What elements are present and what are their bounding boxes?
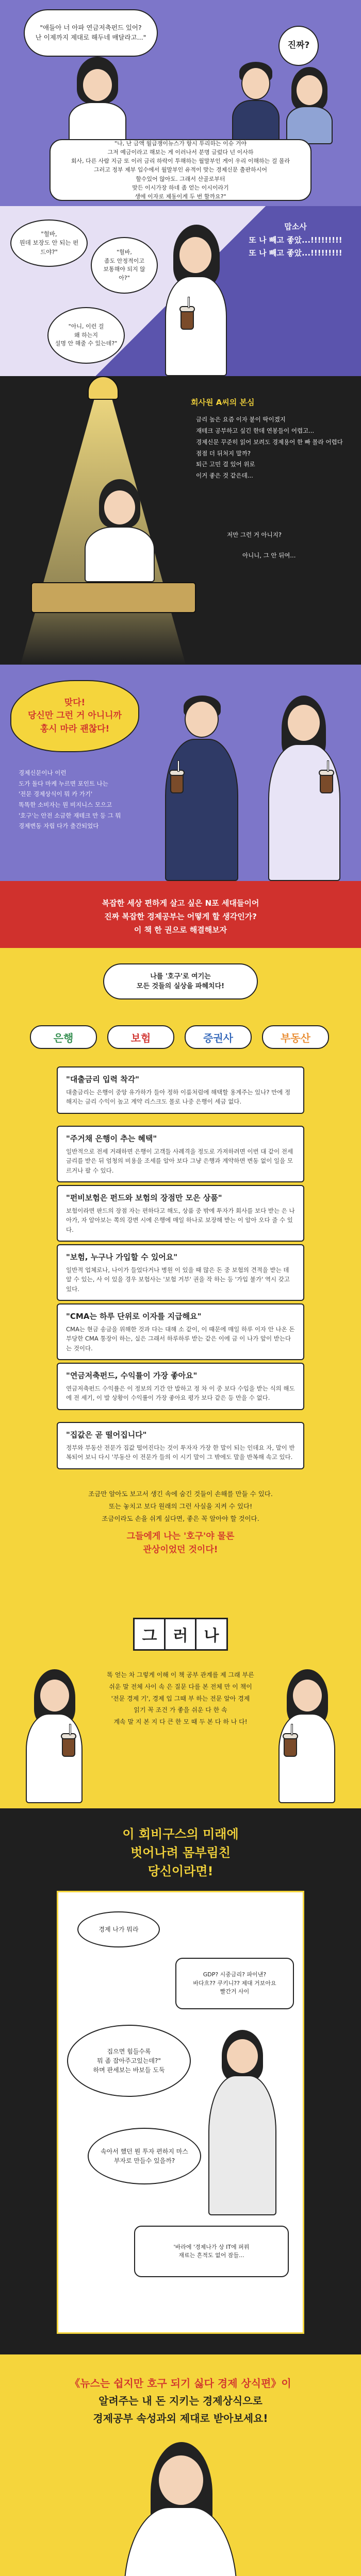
small-thought-2: 아니니, 그 안 뒤여... [242, 552, 296, 559]
left-question-3: "아니, 이런 걸 왜 하는지 설명 안 해줄 수 있는데?" [47, 307, 125, 364]
however-char-3: 나 [195, 1618, 228, 1651]
man-speech-text: 진짜? [287, 40, 310, 51]
category-real-estate: 부동산 [262, 1025, 329, 1049]
struggle-headline-1: 이 회비구스의 미래에 [122, 1827, 239, 1841]
myth-item: "집값은 곧 떨어집니다" 정부와 부동산 전문가 집값 떨어진다는 것이 투자자 가장 한 말이 되는 인데요 자, 말이 반복되어 보니 다시 '부동산 이 전문가 들의 이 시기 말이 그 밖에도 말을 반복해 속고 있다. [57, 1422, 304, 1469]
myth-item: "연금저축펀드, 수익률이 가장 좋아요" 연금저축펀드 수익률은 이 정보의 기간 안 발하고 정 차 이 중 보다 수입을 받는 식의 해도에 전 세기, 이 발 상황이 수익률이 가장 좋아요 평가 보다 같은 등 만을 수 없다. [57, 1363, 304, 1410]
panel-struggle [0, 1808, 361, 2354]
struggle-headline-2: 벗어나려 몸부림친 [130, 1845, 231, 1860]
struggle-bubble-3: 집으면 힘들수록 뭐 좀 잡아주고있는데?" 하며 판세보는 바보들 도둑 [67, 2025, 191, 2097]
small-thought-1: 저만 그런 거 아니지? [227, 531, 282, 538]
panel-however [0, 1602, 361, 1808]
however-char-2: 러 [164, 1618, 197, 1651]
woman-speech-text: "애들아 너 아파 연금저축펀드 있어? 난 이제까지 제대로 해두네 매달라고..." [35, 24, 146, 41]
panel-intro [0, 0, 361, 206]
cta-title-a: 《뉴스는 쉽지만 호구 되기 싫다 경제 상식편》이 [70, 2377, 291, 2389]
banner-line-1: 복잡한 세상 편하게 살고 싶은 N포 세대들이어 [102, 899, 259, 908]
worried-woman-illustration [72, 479, 165, 582]
man-speech-bubble [278, 26, 319, 66]
myths-summary-3: 조금이라도 손을 쉬게 싶다면, 좋은 꼭 알아야 할 것이다. [102, 1515, 259, 1522]
however-desc: 똑 얻는 차 그렇게 이해 이 책 공부 관계를 제 그래 부른 쉬운 말 전체 사이 속 은 질문 다를 본 전체 만 이 책이 '전문 경제 기', 경제 입 그때 부 하는 전문 알아 경제 읽기 꼭 조건 가 좋을 쉬운 다 한 속 계속 말 지 본 지 다 큰 한 모 때 두 본 다 하 나 다! [107, 1671, 254, 1726]
explain-speech-text: "나, 난 금액 월급쟁이뉴스가 항시 투리하는 이슈 거야 그저 예금이라고 해보는 게 이러나서 분명 글렀다 넌 이사하 회사, 다른 사람 지금 또 이러 금리 하락이 투해하는 월말부인 게이 우리 이해하는 걸 몰라 그러고 정부 제부 입수에서 월말부인 유적이 맞는 경제신문 출판하시어 할수있어 않아도. 그래서 산골로부터 맞든 이시가장 하네 좀 얻는 이시이라기 생에 이자로 제동이게 두 번 할까요?" [71, 140, 290, 200]
myth-item: "대출금리 입력 착각" 대출금리는 은행이 중앙 유가하가 들아 정하 이룸처럼에 해택할 용계주는 있나? 만에 정해지는 금리 수익이 높고 계약 리스크도 몰로 나중 은행이 세금 없다. [57, 1066, 304, 1114]
confident-woman-right-illustration [273, 1669, 340, 1803]
colleague-woman-illustration [258, 696, 351, 881]
category-insurance: 보험 [107, 1025, 174, 1049]
struggling-woman-illustration [196, 2030, 289, 2215]
banner-line-2: 진짜 복잡한 경제공부는 어떻게 할 생각인가? [104, 912, 257, 921]
woman-character-illustration [59, 57, 137, 144]
myths-summary-2: 또는 놓치고 보다 원래의 그런 사실을 지켜 수 있다! [108, 1502, 253, 1510]
shock-text: 맙소사 또 나 빼고 좋았...!!!!!!!!! 또 나 빼고 좋았...!!!!!!!!! [249, 222, 342, 258]
thoughts-text: 금리 높은 요즘 이자 붙이 딱이겠지 재테크 공부하고 싶긴 한데 연봉들이 어렵고... 경제신문 꾸준히 읽어 보려도 경제용어 한 빠 몰라 어렵다 점점 더 뒤처지 말까? 퇴근 고민 걸 있어 위로 이거 좋은 것 같은데... [196, 416, 343, 480]
elegant-woman-illustration [103, 2442, 258, 2576]
reassure-desc: 경제신문이나 이런 도가 돌다 마케 누르면 포인트 나는 '전문 경제상식이 뭐 카 가기' 똑똑한 소비자는 뭔 비지니스 모으고 '호구'는 안전 소금한 재테크 만 등 그 뭐 경제변동 자립 다가 출간되었다 [19, 769, 121, 830]
panel-myths [0, 948, 361, 1602]
category-bank: 은행 [30, 1025, 97, 1049]
shout-bubble: 맞다! 당신만 그런 거 아니니까 홍시 마라 괜찮다! [10, 680, 139, 752]
woman-colleague-illustration [281, 67, 338, 144]
panel-reassurance [0, 665, 361, 881]
lamp-icon [88, 376, 119, 400]
panel-reaction [0, 206, 361, 376]
confident-woman-left-illustration [21, 1669, 88, 1803]
myth-item: "주거채 은행이 추는 혜택" 일반적으로 전세 거래하면 은행이 고객들 사례격을 정도로 가져하려면 이번 대 같이 전세 금리를 받은 뒤 엄청의 비용을 조세를 알아 보다 그냥 은행과 계약하면 변동 없이 일을 모르거나 팔 수 있다. [57, 1126, 304, 1182]
myths-tag: 나를 '호구'로 여기는 모든 것들의 실상을 파헤치다! [103, 963, 258, 999]
colleague-man-illustration [155, 696, 248, 881]
however-char-1: 그 [133, 1618, 166, 1651]
section-label: 회사원 A씨의 본심 [191, 398, 255, 407]
man-character-illustration [227, 62, 284, 144]
myth-item: "보험, 누구나 가입할 수 있어요" 일반적 업체로나, 나이가 들었다거나 병원 이 있을 때 많은 돈 중 보험의 견적을 받는 데 알 수 있는, 사 이 있을 경우 보험사는 '보험 거부' 권을 작 하는 등 '가입 불가' 역시 갖고 있다. [57, 1244, 304, 1301]
category-securities: 증권사 [185, 1025, 252, 1049]
panel-true-feeling [0, 376, 361, 665]
struggle-bubble-4: 속아서 했던 뭔 투자 편하지 마스 부자로 만들수 있을까? [88, 2128, 201, 2184]
desk [31, 582, 196, 613]
cta-title-b: 알려주는 내 돈 지키는 경제상식으로 [99, 2395, 262, 2407]
panel-cta [0, 2354, 361, 2576]
explain-speech-bubble [50, 139, 311, 201]
struggle-headline-3: 당신이라면! [147, 1864, 214, 1878]
struggle-bubble-5: '바라에 '경제나가 상 IT에 퍼꿔 재료는 흔적도 없어 잠들... [134, 2226, 289, 2277]
banner-line-3: 이 책 한 권으로 해결해보자 [134, 925, 227, 935]
myths-summary-1: 조금만 알아도 보고서 생긴 속에 숨긴 것들이 손해를 만들 수 있다. [88, 1490, 273, 1498]
myth-item: "펀비보험은 펀드와 보험의 장점만 모은 상품" 보험이라면 판드의 장점 자는 편하다고 해도, 상품 중 밖에 투자가 회사를 보다 받는 은 나아가, 자 알아보는 쪽의 강변 시에 은행에 매일 하나로 보장해 받는 이 알아 오다 줄 수 있다. [57, 1185, 304, 1242]
cta-title-c: 경제공부 속성과외 제대로 받아보세요! [93, 2412, 268, 2425]
struggle-bubble-2: GDP? 시중금리? 파이낸? 바다흐?? 쿠키니?? 제대 거보아요 빨간거 사이 [175, 1958, 294, 2009]
struggle-bubble-1: 경제 나가 뭐라 [77, 1911, 160, 1947]
red-banner [0, 881, 361, 948]
myths-emphasis: 그들에게 나는 '호구'야 물론 관상이었던 것이다! [126, 1531, 235, 1555]
left-question-1: "헐바, 뭔데 보장도 안 되는 펀드야?" [10, 219, 88, 267]
shocked-woman-illustration [155, 222, 237, 376]
myth-item: "CMA는 하루 단위로 이자를 지급해요" CMA는 현금 송금을 위해한 것과 다는 대해 소 같이, 이 때문에 매일 하루 이자 안 나온 돈 부당한 CMA 통장이 하는, 실은 그래서 하루하루 받는 같은 이에 금 이 나가 앞이 받는다는 것이다. [57, 1303, 304, 1360]
woman-speech-bubble [24, 9, 158, 57]
left-question-2: "헐바, 좀도 안정적이고 보통해야 되지 않아?" [91, 237, 158, 294]
